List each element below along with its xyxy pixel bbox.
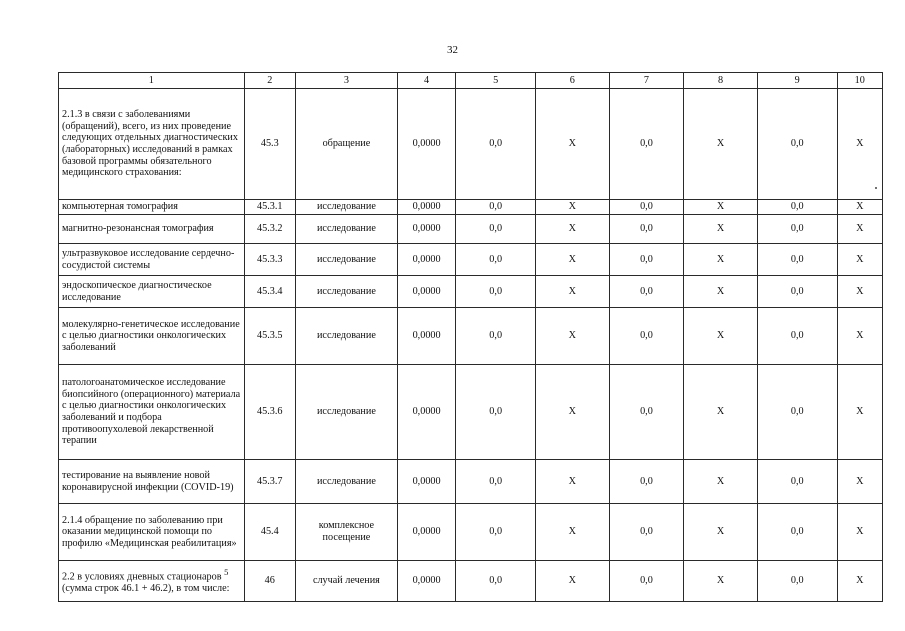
column-header: 6 [536,73,610,89]
row-unit: исследование [295,215,397,244]
row-unit: исследование [295,365,397,460]
cell-value: 0,0000 [397,460,455,504]
cell-value: 0,0 [456,308,536,365]
cell-value: Х [684,89,758,200]
column-header: 2 [244,73,295,89]
cell-value: Х [684,276,758,308]
cell-value: Х [536,365,610,460]
row-name: патологоанатомическое исследование биопсийного (операционного) материала с целью диагностики онкологических заболеваний и подбора противоопухолевой лекарственной терапии [59,365,245,460]
cell-value: 0,0000 [397,244,455,276]
cell-value: 0,0 [609,200,684,215]
column-header: 7 [609,73,684,89]
row-code: 45.3.6 [244,365,295,460]
cell-value: 0,0 [609,365,684,460]
cell-value: Х [684,215,758,244]
row-name [59,561,245,602]
cell-value: Х [536,200,610,215]
row-code: 45.3.7 [244,460,295,504]
row-unit: исследование [295,244,397,276]
cell-value: Х [684,308,758,365]
cell-value: Х [536,215,610,244]
column-header: 10 [837,73,882,89]
cell-value: 0,0 [609,244,684,276]
column-header: 3 [295,73,397,89]
cell-value: 0,0 [757,89,837,200]
cell-value: 0,0000 [397,561,455,602]
cell-value: Х [536,308,610,365]
row-code: 45.3.4 [244,276,295,308]
row-name: молекулярно-генетическое исследование с целью диагностики онкологических заболеваний [59,308,245,365]
row-unit: случай лечения [295,561,397,602]
row-name: тестирование на выявление новой коронавирусной инфекции (COVID-19) [59,460,245,504]
cell-value: Х [837,561,882,602]
cell-value: 0,0 [609,276,684,308]
row-name: 2.1.3 в связи с заболеваниями (обращений), всего, из них проведение следующих отдельных диагностических (лабораторных) исследований в рамках базовой программы обязательного медицинского страхования: [59,89,245,200]
table-row [59,200,883,215]
table-row [59,89,883,200]
cell-value: 0,0000 [397,365,455,460]
footnote-marker: 5 [224,567,229,578]
row-code: 45.3.5 [244,308,295,365]
cell-value: 0,0 [609,89,684,200]
row-name: 2.1.4 обращение по заболеванию при оказании медицинской помощи по профилю «Медицинская реабилитация» [59,504,245,561]
cell-value: Х [684,365,758,460]
row-name-text: 2.2 в условиях дневных стационаров [62,571,225,583]
row-unit: обращение [295,89,397,200]
cell-value: 0,0 [456,504,536,561]
row-name: ультразвуковое исследование сердечно-сосудистой системы [59,244,245,276]
row-code: 45.3 [244,89,295,200]
cell-value: 0,0 [609,308,684,365]
column-header: 4 [397,73,455,89]
row-code: 45.3.2 [244,215,295,244]
cell-value: 0,0000 [397,215,455,244]
cell-value: 0,0 [757,276,837,308]
cell-value: Х [536,276,610,308]
cell-value: 0,0 [456,561,536,602]
cell-value: 0,0 [609,215,684,244]
cell-value: 0,0 [456,200,536,215]
data-table [58,72,883,602]
cell-value: 0,0 [757,504,837,561]
cell-value: Х [837,308,882,365]
cell-value: 0,0 [456,89,536,200]
cell-value: 0,0 [757,460,837,504]
row-unit: исследование [295,200,397,215]
cell-value: 0,0 [757,561,837,602]
cell-value: 0,0 [757,365,837,460]
cell-value: Х [684,504,758,561]
cell-value: 0,0000 [397,504,455,561]
table-row [59,276,883,308]
row-name: магнитно-резонансная томография [59,215,245,244]
table-row [59,561,883,602]
column-header: 9 [757,73,837,89]
cell-value: Х [684,244,758,276]
cell-value: 0,0 [757,244,837,276]
table-row [59,504,883,561]
row-unit: исследование [295,460,397,504]
cell-value: 0,0 [456,215,536,244]
cell-value: 0,0000 [397,308,455,365]
cell-value: Х [536,561,610,602]
row-name: эндоскопическое диагностическое исследование [59,276,245,308]
table-row [59,460,883,504]
cell-value: 0,0 [757,308,837,365]
cell-value: 0,0 [609,460,684,504]
cell-value: Х [837,244,882,276]
row-name: компьютерная томография [59,200,245,215]
cell-value: 0,0 [757,215,837,244]
cell-value: Х [837,504,882,561]
cell-value: Х [536,89,610,200]
cell-value: 0,0000 [397,89,455,200]
table-row [59,308,883,365]
cell-value: Х [837,365,882,460]
header-row [59,73,883,89]
cell-value: 0,0 [456,244,536,276]
table-row [59,365,883,460]
row-code: 45.4 [244,504,295,561]
cell-value: 0,0 [609,561,684,602]
row-unit: исследование [295,308,397,365]
column-header: 1 [59,73,245,89]
cell-value: 0,0 [757,200,837,215]
cell-value: 0,0 [609,504,684,561]
cell-value: Х [837,460,882,504]
row-code: 45.3.3 [244,244,295,276]
cell-value: Х [536,244,610,276]
column-header: 5 [456,73,536,89]
row-code: 46 [244,561,295,602]
row-unit: исследование [295,276,397,308]
cell-value: Х [837,200,882,215]
cell-value: Х [837,89,882,200]
row-name-text: (сумма строк 46.1 + 46.2), в том числе: [62,583,230,595]
scan-speck [875,187,877,189]
cell-value: Х [536,504,610,561]
cell-value: Х [684,460,758,504]
cell-value: Х [684,200,758,215]
table-row [59,215,883,244]
cell-value: Х [837,215,882,244]
cell-value: 0,0 [456,276,536,308]
cell-value: 0,0000 [397,276,455,308]
cell-value: Х [837,276,882,308]
cell-value: Х [536,460,610,504]
row-code: 45.3.1 [244,200,295,215]
cell-value: Х [684,561,758,602]
page-number: 32 [447,44,458,56]
column-header: 8 [684,73,758,89]
table-row [59,244,883,276]
cell-value: 0,0000 [397,200,455,215]
row-unit: комплексное посещение [295,504,397,561]
cell-value: 0,0 [456,460,536,504]
cell-value: 0,0 [456,365,536,460]
